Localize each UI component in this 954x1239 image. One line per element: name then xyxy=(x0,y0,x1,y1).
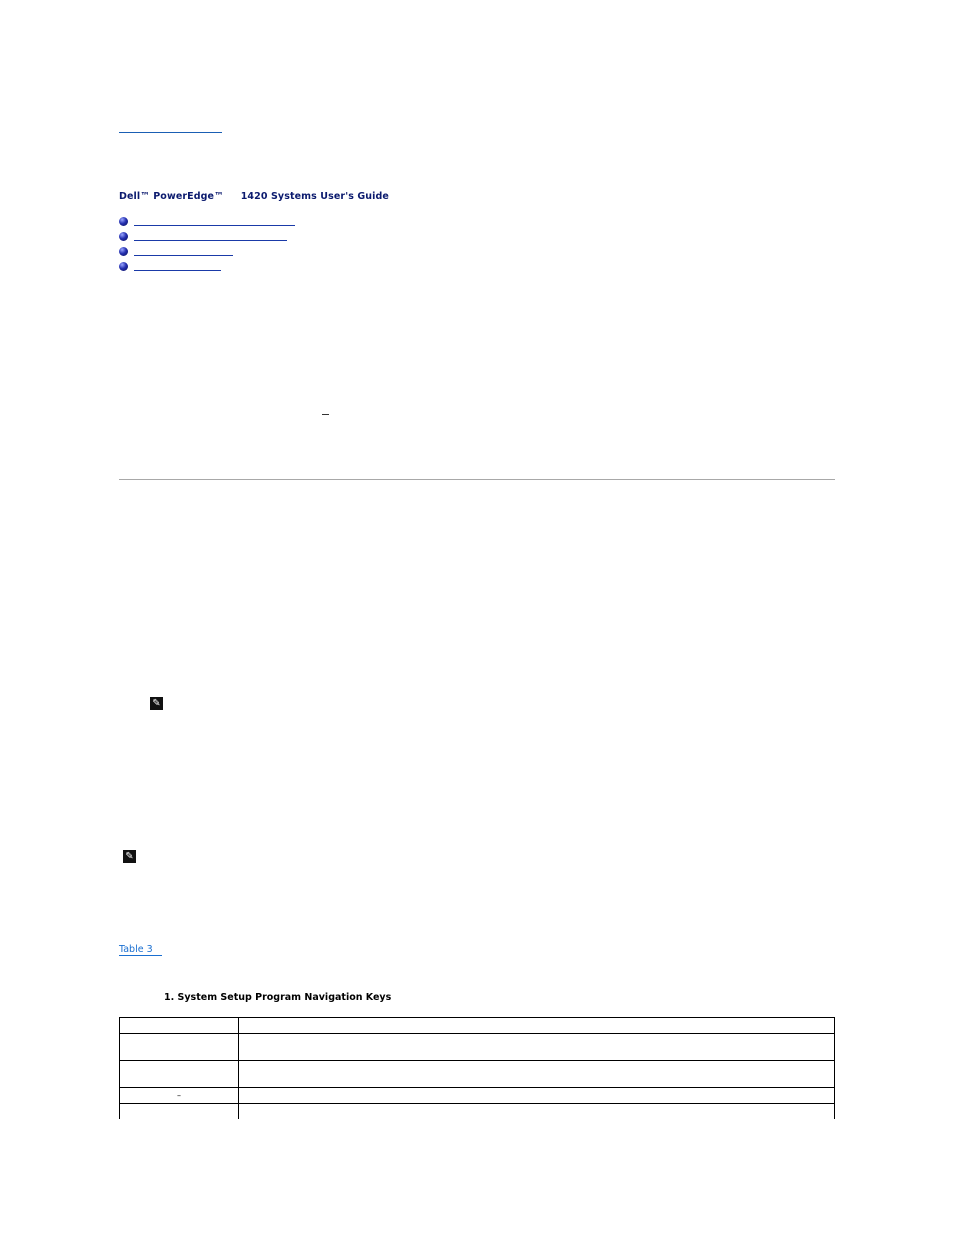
bullet-icon xyxy=(119,262,128,271)
inline-link[interactable] xyxy=(322,414,329,415)
table-cell xyxy=(239,1088,835,1104)
table-caption: 1. System Setup Program Navigation Keys xyxy=(164,992,392,1003)
table-cell xyxy=(239,1061,835,1088)
toc-link[interactable] xyxy=(134,255,233,256)
toc-link[interactable] xyxy=(134,240,287,241)
table-reference-link[interactable]: Table 3 xyxy=(119,944,162,955)
toc-link[interactable] xyxy=(134,270,221,271)
bullet-icon xyxy=(119,217,128,226)
bullet-icon xyxy=(119,247,128,256)
note-icon: ✎ xyxy=(123,850,136,863)
table-row xyxy=(120,1034,835,1061)
navigation-keys-table xyxy=(119,1017,835,1134)
table-row xyxy=(120,1018,835,1034)
table-row xyxy=(120,1061,835,1088)
guide-title: Dell™ PowerEdge™ 1420 Systems User's Guide xyxy=(119,191,389,202)
note-icon: ✎ xyxy=(150,697,163,710)
section-divider xyxy=(119,479,835,480)
table-cell xyxy=(239,1034,835,1061)
table-cell xyxy=(120,1034,239,1061)
table-row xyxy=(120,1088,835,1104)
toc-link[interactable] xyxy=(134,225,295,226)
table-cell xyxy=(239,1018,835,1034)
table-cell: – xyxy=(120,1088,239,1104)
bullet-icon xyxy=(119,232,128,241)
back-link[interactable] xyxy=(119,123,222,133)
table-cell xyxy=(120,1018,239,1034)
table-cell xyxy=(120,1061,239,1088)
page-bottom-mask xyxy=(0,1119,954,1239)
